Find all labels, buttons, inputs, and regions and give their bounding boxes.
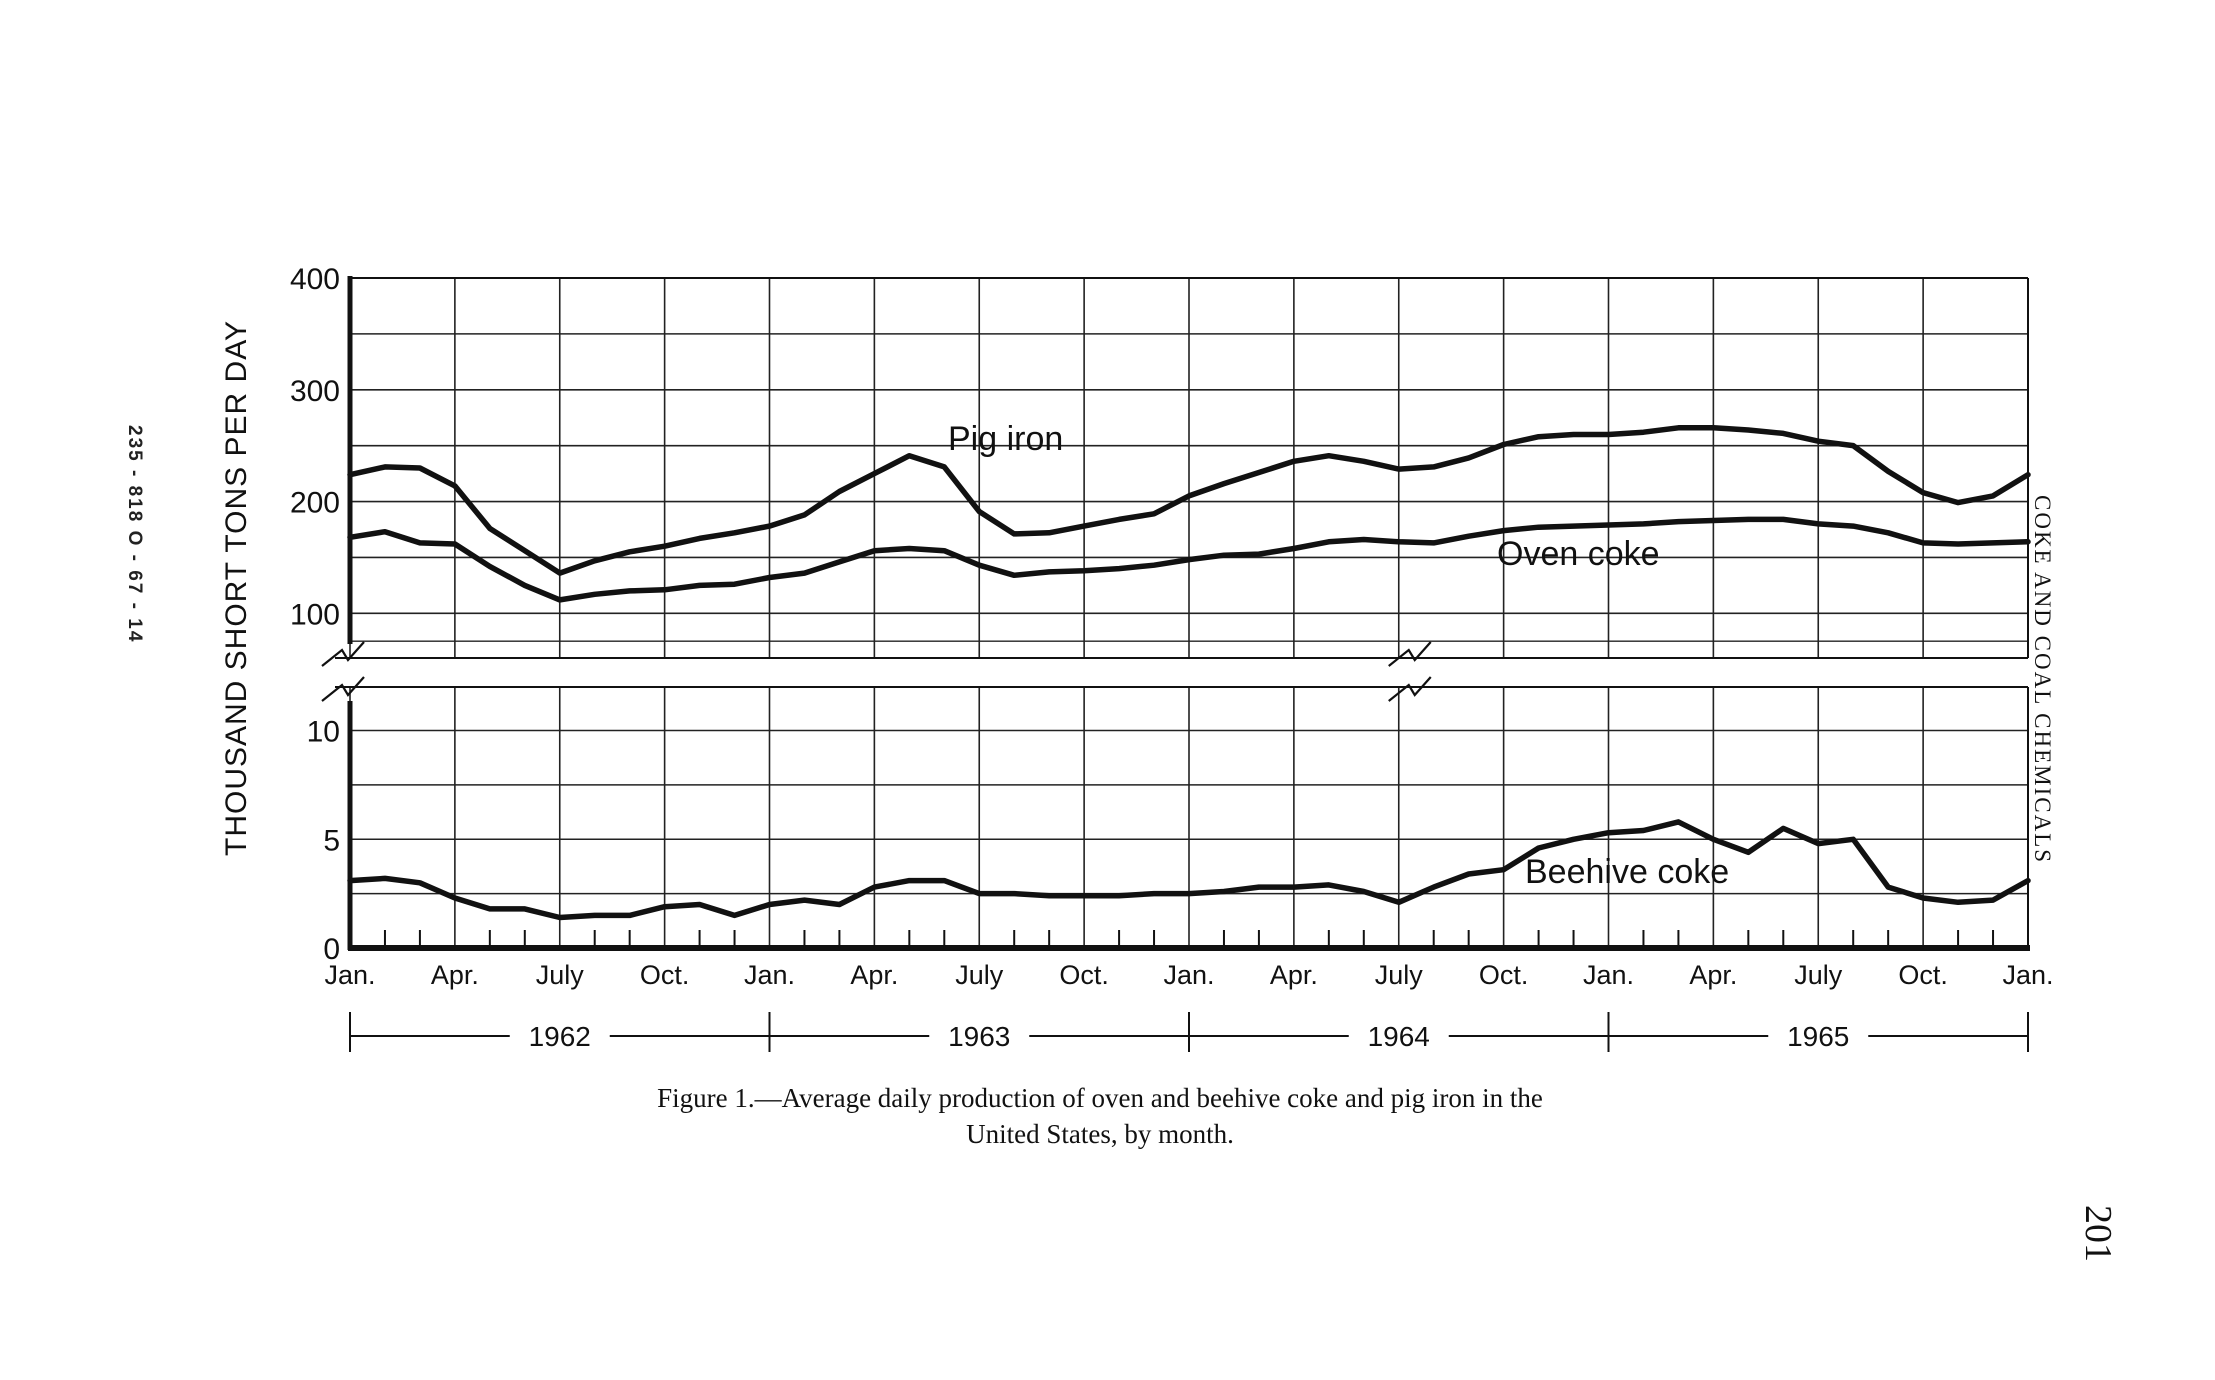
y-tick-label-upper: 400 — [289, 263, 340, 296]
x-tick-label: Oct. — [639, 960, 690, 990]
x-tick-label: July — [955, 960, 1004, 990]
caption-line-2: United States, by month. — [966, 1119, 1234, 1149]
x-tick-label: Jan. — [1582, 960, 1635, 990]
x-tick-label: Apr. — [850, 960, 899, 990]
axis-break-left — [322, 642, 364, 701]
figure-caption — [500, 1080, 1700, 1152]
series-label-pig-iron: Pig iron — [948, 420, 1064, 458]
year-label: 1963 — [948, 1021, 1011, 1052]
page-number: 201 — [2077, 1205, 2119, 1262]
y-axis-title: THOUSAND SHORT TONS PER DAY — [220, 320, 253, 856]
y-tick-label-lower: 5 — [323, 824, 340, 858]
series-label-beehive-coke: Beehive coke — [1525, 853, 1730, 891]
x-tick-label: July — [535, 960, 584, 990]
y-tick-label-lower: 0 — [323, 933, 340, 966]
y-tick-label-upper: 300 — [289, 374, 340, 408]
side-code: 235 - 818 O - 67 - 14 — [124, 425, 145, 644]
x-tick-label: Oct. — [1898, 960, 1948, 990]
x-tick-label: July — [1794, 960, 1843, 990]
x-tick-label: Jan. — [324, 960, 376, 990]
x-tick-label: Jan. — [1163, 960, 1215, 990]
x-tick-label: July — [1374, 960, 1423, 990]
x-tick-label: Jan. — [743, 960, 796, 990]
axis-break-middle — [1389, 642, 1431, 701]
y-tick-label-upper: 100 — [289, 598, 340, 632]
year-label: 1962 — [528, 1021, 591, 1052]
x-tick-label: Apr. — [430, 960, 479, 990]
series-label-oven-coke: Oven coke — [1497, 535, 1660, 573]
y-tick-label-lower: 10 — [306, 715, 340, 749]
x-tick-label: Oct. — [1059, 960, 1109, 990]
x-tick-label: Jan. — [2002, 960, 2054, 990]
year-label: 1965 — [1787, 1021, 1850, 1052]
caption-line-1: Figure 1.—Average daily production of oven and beehive coke and pig iron in the — [657, 1083, 1543, 1113]
y-tick-label-upper: 200 — [289, 486, 340, 520]
year-label: 1964 — [1367, 1021, 1430, 1052]
x-tick-label: Apr. — [1269, 960, 1318, 990]
running-head: COKE AND COAL CHEMICALS — [2030, 495, 2055, 865]
x-tick-label: Oct. — [1478, 960, 1529, 990]
chart-grid — [350, 278, 2028, 948]
x-tick-label: Apr. — [1689, 960, 1738, 990]
